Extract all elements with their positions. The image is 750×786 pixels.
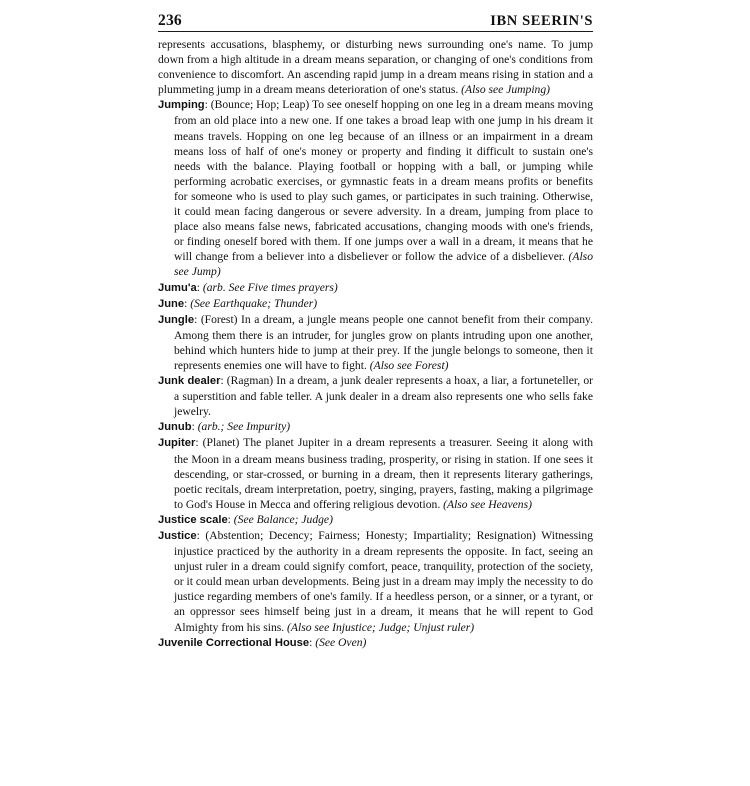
entry-headword: Junub: [158, 421, 192, 434]
entry-cross-reference: (See Earthquake; Thunder): [190, 296, 318, 310]
entry-headword: Jumping: [158, 99, 205, 112]
page-content: [158, 12, 593, 651]
entry-cross-reference: (See Oven): [315, 635, 367, 649]
dictionary-entry: [158, 296, 593, 312]
dictionary-entry: [158, 97, 593, 279]
dictionary-entry: [158, 435, 593, 511]
entry-list: [158, 97, 593, 650]
entry-cross-reference: (arb.; See Impurity): [197, 420, 291, 434]
entry-headword: Jumu'a: [158, 281, 197, 294]
entry-cross-reference: (Also see Injustice; Judge; Unjust ruler): [287, 620, 475, 634]
entry-headword: Justice: [158, 530, 197, 542]
entry-cross-reference: (arb. See Five times prayers): [202, 280, 338, 294]
entry-headword: June: [158, 297, 185, 310]
entry-body: : (Abstention; Decency; Fairness; Honesty; Impartiality; Resignation) Witnessing injustice practiced by the authority in a dream represents the opposite. In fact, seeing an unjust ruler in a dream could signify comfort, peace, tranquility, protection of the society, or it could mean urban developments. Being just in a dream may imply the necessity to do justice regarding members of one's family. If a heedless person, or a sinner, or a tyrant, or an oppressor sees himself being just in a dream, it means that he will repent to God Almighty from his sins.: [174, 529, 593, 634]
carryover-text: represents accusations, blasphemy, or disturbing news surrounding one's name. To jump down from a high altitude in a dream means separation, or changing of one's conditions from convenience to discomfort. An ascending rapid jump in a dream means rising in station and a plummeting jump in a dream means deterioration of one's status.: [158, 38, 593, 97]
entry-cross-reference: (Also see Heavens): [443, 497, 532, 511]
page-number: 236: [158, 12, 182, 29]
dictionary-entry: [158, 280, 593, 296]
header-rule: [158, 31, 593, 32]
entry-headword: Juvenile Correctional House: [158, 636, 310, 649]
entry-body: : (Planet) The planet Jupiter in a dream represents a treasurer. Seeing it along with the Moon in a dream means business trading, prosperity, or rising in station. If one sees it descending, or star-crossed, or burning in a dream, then it represents literary gatherings, poetic recitals, dream interpretation, poetry, singing, prayers, fasting, making a pilgrimage to God's House in Mecca and offering religious devotion.: [174, 436, 593, 511]
entry-cross-reference: (Also see Forest): [369, 358, 449, 372]
body-text: [158, 37, 593, 651]
book-title: IBN SEERIN'S: [490, 13, 593, 29]
entry-body: :: [184, 296, 191, 310]
dictionary-entry: [158, 635, 593, 651]
entry-body: : (Bounce; Hop; Leap) To see oneself hopping on one leg in a dream means moving from an old place into a new one. If one takes a broad leap with one jump in his dream it means travels. Hopping on one leg because of an illness or an impairment in a dream means loss of half of one's money or property and finding it difficult to sustain one's needs with the balance. Playing football or hopping with a ball, or jumping while performing acrobatic exercises, or gymnastic feats in a dream means profits or benefits for someone who is used to play such games, or participates in such training. Otherwise, it could mean facing dangerous or severe adversity. In a dream, jumping from place to place also means false news, fabricated accusations, changing moods with one's friends, or finding oneself bored with them. If one jumps over a wall in a dream, it means that he will change from a believer into a disbeliever or follow the advice of a disbeliever.: [174, 98, 593, 264]
dictionary-entry: [158, 512, 593, 528]
carryover-cross-reference: (Also see Jumping): [461, 83, 551, 97]
entry-body: :: [196, 280, 203, 294]
dictionary-entry: [158, 312, 593, 373]
running-head: [158, 12, 593, 30]
entry-cross-reference: (Also see Jump): [174, 250, 593, 279]
entry-headword: Junk dealer: [158, 375, 221, 388]
carryover-paragraph: [158, 37, 593, 97]
entry-body: : (Ragman) In a dream, a junk dealer represents a hoax, a liar, a fortuneteller, or a superstition and fable teller. A junk dealer in a dream also represents one who sells fake jewelry.: [174, 374, 593, 419]
entry-cross-reference: (See Balance; Judge): [233, 512, 333, 526]
dictionary-entry: [158, 419, 593, 435]
dictionary-entry: [158, 528, 593, 635]
entry-headword: Jupiter: [158, 437, 196, 450]
dictionary-entry: [158, 373, 593, 419]
entry-body: :: [227, 512, 234, 526]
entry-headword: Justice scale: [158, 513, 228, 526]
entry-body: :: [309, 635, 316, 649]
entry-body: : (Forest) In a dream, a jungle means people one cannot benefit from their company. Among them there is an intruder, for jungles grow on plants intruding upon one another, behind which hunters hide to jump at their prey. If the jungle belongs to someone, then it represents enemies one will have to fight.: [174, 312, 593, 372]
entry-body: :: [191, 420, 198, 434]
entry-headword: Jungle: [158, 313, 195, 326]
